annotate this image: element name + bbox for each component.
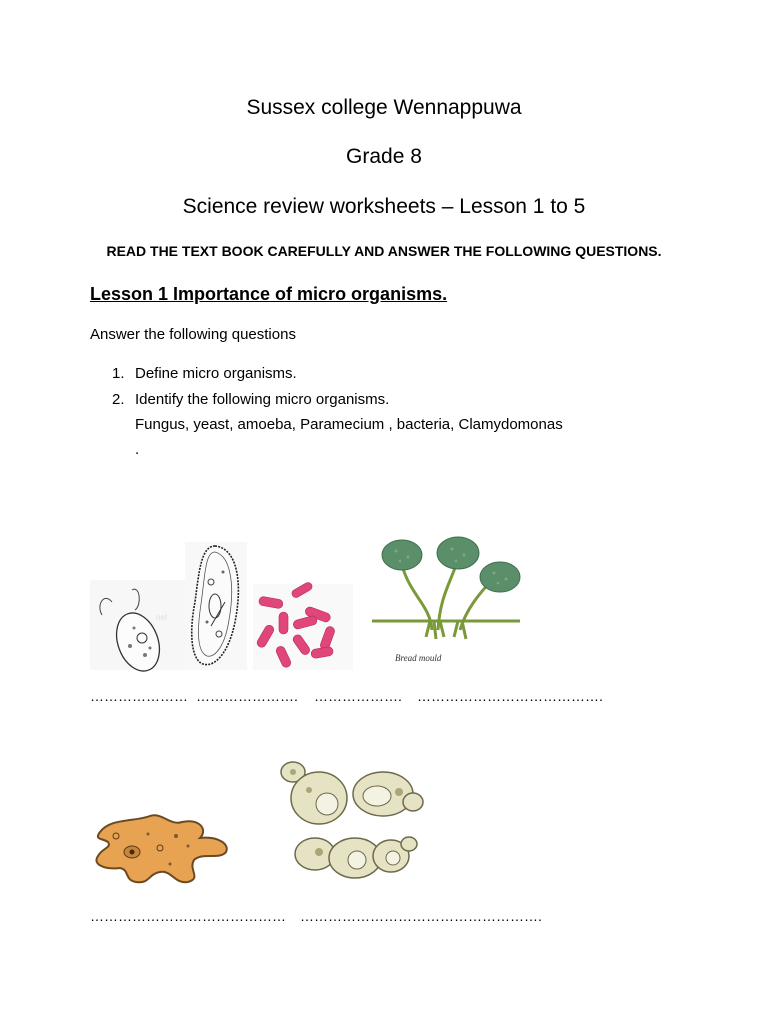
question-2-number: 2. — [112, 391, 125, 408]
answer-line-1[interactable]: ………………… — [90, 688, 188, 704]
lesson-intro: Answer the following questions — [90, 326, 296, 343]
bread-mould-image — [370, 535, 525, 665]
organism-list: Fungus, yeast, amoeba, Paramecium , bacteria, Clamydomonas — [135, 416, 563, 433]
paramecium-image — [185, 542, 247, 670]
answer-line-2[interactable]: …………………. — [196, 688, 298, 704]
amoeba-image — [90, 808, 235, 888]
yeast-image — [275, 758, 435, 883]
worksheet-title: Science review worksheets – Lesson 1 to 5 — [182, 195, 586, 218]
question-2-text: Identify the following micro organisms. — [135, 391, 390, 408]
instruction-text: READ THE TEXT BOOK CAREFULLY AND ANSWER THE FOLLOWING QUESTIONS. — [106, 243, 662, 259]
answer-line-3[interactable]: ………………. — [314, 688, 402, 704]
trailing-dot: . — [135, 441, 140, 458]
school-name: Sussex college Wennappuwa — [246, 96, 522, 119]
bacteria-image — [253, 584, 353, 670]
answer-line-4[interactable]: …………………………………. — [417, 688, 603, 704]
grade-heading: Grade 8 — [346, 145, 422, 168]
chlamydomonas-image — [90, 580, 185, 670]
lesson-heading: Lesson 1 Importance of micro organisms. — [90, 284, 448, 304]
answer-line-6[interactable]: ……………………………………………. — [300, 908, 542, 924]
answer-line-5[interactable]: …………………………………… — [90, 908, 286, 924]
question-1-number: 1. — [112, 365, 125, 382]
svg-text:net: net — [156, 613, 168, 622]
bread-mould-caption: Bread mould — [395, 653, 442, 663]
question-1-text: Define micro organisms. — [135, 365, 297, 382]
